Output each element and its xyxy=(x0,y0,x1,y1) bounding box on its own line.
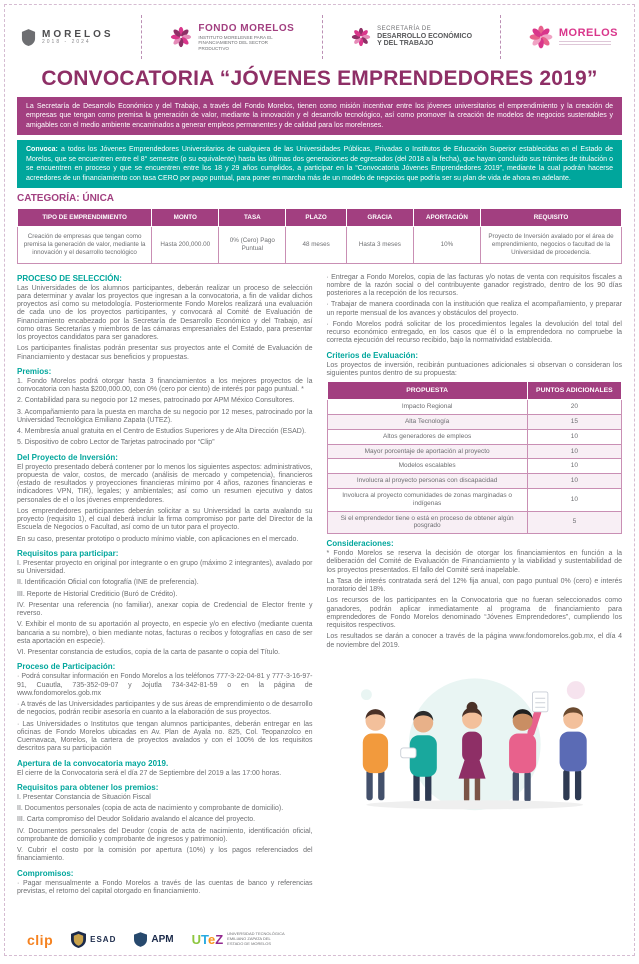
entrepreneurs-illustration xyxy=(327,654,623,817)
cell-monto: Hasta 200,000.00 xyxy=(152,227,219,264)
sedeco-line3: Y DEL TRABAJO xyxy=(377,40,434,48)
morelos-gov-logo xyxy=(21,28,114,47)
criteria-row xyxy=(327,511,622,534)
cell-aportacion: 10% xyxy=(413,227,480,264)
proceso-p2: Los participantes finalistas podrán presentar sus proyectos ante el Comité de Evaluación de Financiamiento y destacar sus beneficios y propuestas. xyxy=(17,345,313,361)
fondo-logo-subtitle: INSTITUTO MORELENSE PARA EL FINANCIAMIENTO DEL SECTOR PRODUCTIVO xyxy=(198,35,273,51)
category-label: CATEGORÍA: ÚNICA xyxy=(17,193,115,205)
premio-item: 1. Fondo Morelos podrá otorgar hasta 3 financiamientos a los mejores proyectos de la convocatoria con hasta $200,000.00, con 0% (cero por ciento) de interés por pago puntual. * xyxy=(17,377,313,394)
criteria-row xyxy=(327,414,622,429)
criteria-label: Mayor porcentaje de aportación al proyecto xyxy=(327,444,527,459)
financing-table xyxy=(17,208,622,264)
criteria-points: 20 xyxy=(527,400,621,415)
proyecto-p3: En su caso, presentar prototipo o producto mínimo viable, con aplicaciones en el mercado. xyxy=(17,535,299,543)
financing-table-row xyxy=(18,227,622,264)
proceso-p1: Las Universidades de los alumnos participantes, deberán realizar un proceso de selección para determinar y avalar los proyectos que ingresan a la convocatoria, a fin de validar dichos proyectos así como su metodología. Posteriormente Fondo Morelos realizará una evaluación de cada uno de los proyectos participantes, y convocará al Comité de Evaluación de Financiamiento encabezado por la Secretaría de Desarrollo Económico y del Trabajo, así como otras Secretarías y miembros de las cámaras empresariales del Estado, para presentar los proyectos candidatos para ser ganadores. xyxy=(17,284,313,342)
utez-letters xyxy=(192,932,224,947)
consideraciones-p1: * Fondo Morelos se reserva la decisión de otorgar los financiamientos en función a la deliberación del Comité de Evaluación de Financiamiento y la viabilidad y sustentabilidad de los proyectos presentados. El fallo del Comité será inapelable. xyxy=(326,550,622,574)
premio-requisito-item: IV. Documentos personales del Deudor (copia de acta de nacimiento, identificación oficial, comprobante de domicilio y comprobante de ingresos y patrimonio). xyxy=(17,827,313,843)
section-title-proyecto-inversion: Del Proyecto de Inversión: xyxy=(17,452,118,462)
consideraciones-p3: Los recursos de los participantes en la Convocatoria que no fueran seleccionados como ganadores, podrán aplicar inmediatamente al programa de financiamiento para emprendedores de Fondo Morelos denominado “Jóvenes Emprendedores”, cumpliendo los requisitos respectivos. xyxy=(326,597,622,630)
criteria-label: Altos generadores de empleos xyxy=(327,429,527,444)
header-separator xyxy=(141,15,142,59)
requisito-item: VI. Presentar constancia de estudios, copia de la carta de pasante o copia del Título. xyxy=(17,649,280,657)
section-title-premios: Premios: xyxy=(17,366,52,376)
gov-logo-title: MORELOS xyxy=(42,28,114,40)
fondo-logo-title: FONDO MORELOS xyxy=(198,23,295,35)
participacion-item: · Podrá consultar información en Fondo Morelos a los teléfonos 777-3-22-04-81 y 777-3-16-97-91, Cuautla, 735-352-09-07 y Jojutla 734-342-81-59 o en la página de www.fondomorelos.gob.mx xyxy=(17,673,313,697)
criteria-points: 5 xyxy=(527,511,621,534)
col-puntos: PUNTOS ADICIONALES xyxy=(527,382,621,400)
premio-item: 4. Membresía anual gratuita en el Centro de Estudios Superiores y de Alta Dirección (ESAD). xyxy=(17,428,307,436)
cell-tipo: Creación de empresas que tengan como premisa la generación de valor, mediante la innovación y el desarrollo tecnológico xyxy=(18,227,152,264)
premio-item: 3. Acompañamiento para la puesta en marcha de su negocio por 12 meses, patrocinado por la Universidad Tecnológica Emiliano Zapata (UTEZ). xyxy=(17,408,313,424)
criteria-row xyxy=(327,474,622,489)
right-column xyxy=(327,269,623,900)
cell-plazo: 48 meses xyxy=(286,227,346,264)
esad-shield-icon xyxy=(71,931,86,948)
premio-requisito-item: II. Documentos personales (copia de acta de nacimiento y comprobante de domicilio). xyxy=(17,805,284,813)
poster-page xyxy=(4,4,635,956)
requisito-item: V. Exhibir el monto de su aportación al proyecto, en especie y/o en efectivo (mediante cuenta bancaria a su nombre), o bien mediante notas, facturas o recibos y fotografías en caso de ser esta aportación en especie). xyxy=(17,621,313,645)
premio-requisito-item: I. Presentar Constancia de Situación Fiscal xyxy=(17,793,151,801)
criteria-table xyxy=(327,381,623,534)
gov-crest-icon xyxy=(21,28,36,47)
gov-logo-years: 2018 - 2024 xyxy=(42,38,91,45)
criteria-label: Alta Tecnología xyxy=(327,414,527,429)
requisito-item: I. Presentar proyecto en original por integrante o en grupo (máximo 2 integrantes), avalado por su Universidad. xyxy=(17,559,313,576)
col-propuesta: PROPUESTA xyxy=(327,382,527,400)
section-title-apertura: Apertura de la convocatoria mayo 2019. xyxy=(17,758,169,768)
criteria-row xyxy=(327,400,622,415)
cell-requisito: Proyecto de Inversión avalado por el área de emprendimiento, negocios o facultad de la Universidad de procedencia. xyxy=(480,227,621,264)
criteria-row xyxy=(327,444,622,459)
section-title-requisitos-participar: Requisitos para participar: xyxy=(17,548,119,558)
content-columns xyxy=(17,269,622,900)
section-title-consideraciones: Consideraciones: xyxy=(326,539,394,549)
fondo-morelos-logo xyxy=(170,23,294,50)
col-requisito: REQUISITO xyxy=(480,209,621,227)
criteria-points: 10 xyxy=(527,459,621,474)
requisito-item: III. Reporte de Historial Crediticio (Buró de Crédito). xyxy=(17,590,178,598)
criteria-points: 15 xyxy=(527,414,621,429)
apm-label: APM xyxy=(151,934,174,945)
criteria-points: 10 xyxy=(527,444,621,459)
flower-icon xyxy=(351,27,371,47)
criteria-row xyxy=(327,488,622,511)
consideraciones-p4: Los resultados se darán a conocer a través de la página www.fondomorelos.gob.mx, el día 4 de noviembre del 2019. xyxy=(326,633,622,649)
section-title-proceso-seleccion: PROCESO DE SELECCIÓN: xyxy=(17,273,122,283)
criteria-header-row xyxy=(327,382,622,400)
compromiso-bullet: · Entregar a Fondo Morelos, copia de las facturas y/o notas de venta con requisitos fiscales a nombre de la razón social o del contribuyente ganador registrado, dentro de los 90 días posteriores a la recepción de los recursos. xyxy=(326,273,622,298)
criteria-points: 10 xyxy=(527,474,621,489)
esad-logo xyxy=(71,931,116,948)
section-title-proceso-participacion: Proceso de Participación: xyxy=(17,662,116,672)
utez-letter-t: T xyxy=(200,932,208,947)
header-separator xyxy=(500,15,501,59)
compromiso-item: · Pagar mensualmente a Fondo Morelos a través de las cuentas de banco y referencias previstas, el retorno del capital otorgado en financiamiento. xyxy=(17,879,313,895)
col-aportacion: APORTACIÓN xyxy=(413,209,480,227)
section-title-requisitos-premios: Requisitos para obtener los premios: xyxy=(17,782,159,792)
proyecto-p1: El proyecto presentado deberá contener por lo menos los siguientes aspectos: administrativos, propuesta de valor, costos, de mercado (análisis de mercado y competencia), financieros (estado de resultados y proyecciones financieras mínimo por 4 años, razones financieras e indicadores VPN, TIR), legales; y ambientales; así como un resumen ejecutivo y datos personales de el o los jóvenes emprendedores. xyxy=(17,463,313,504)
criteria-row xyxy=(327,429,622,444)
criteria-label: Si el emprendedor tiene o está en proceso de obtener algún posgrado xyxy=(327,511,527,534)
col-plazo: PLAZO xyxy=(286,209,346,227)
cell-tasa: 0% (Cero) Pago Puntual xyxy=(219,227,286,264)
proyecto-p2: Los emprendedores participantes deberán solicitar a su Universidad la carta avalando su proyecto (requisito 1), el cual deberá incluir la firma compromiso por parte del Director de la Escuela de Negocios o Facultad, así como de un tutor para el proyecto. xyxy=(17,507,313,532)
criteria-label: Involucra al proyecto comunidades de zonas marginadas o indígenas xyxy=(327,488,527,511)
esad-label: ESAD xyxy=(90,935,117,944)
convoca-text: a todos los Jóvenes Emprendedores Universitarios de cualquiera de las Universidades Públicas, Privadas o Institutos de Educación Superior establecidas en el Estado de Morelos, que se encuentren entre el 8° semestre (o su equivalente) hasta las últimas dos generaciones de egresados (del 2018 a la fecha), que hayan concluido sus trámites de titulación o se encuentren en proceso y que se encuentren entre los 18 y 29 años cumplidos, a participar en la “Convocatoria Jóvenes Emprendedores 2019”, mediante la cual podrán hacerse acreedores de un financiamiento con tasa CERO por pago puntual, para poner en marcha más de un modelo de negocios que podría ser su plan de vida de ahora en adelante. xyxy=(26,146,613,182)
utez-logo xyxy=(192,932,286,947)
col-tasa: TASA xyxy=(219,209,286,227)
premio-requisito-item: III. Carta compromiso del Deudor Solidario avalando el alcance del proyecto. xyxy=(17,816,256,824)
page-title: CONVOCATORIA “JÓVENES EMPRENDEDORES 2019” xyxy=(41,67,598,90)
utez-letter-z: Z xyxy=(215,932,224,947)
header xyxy=(17,11,622,65)
premio-item: 2. Contabilidad para su negocio por 12 meses, patrocinado por APM México Consultores. xyxy=(17,397,295,405)
consideraciones-p2: La Tasa de interés contratada será del 12% fija anual, con pago puntual 0% (cero) e interés moratorio del 18%. xyxy=(326,577,622,594)
clip-logo: clip xyxy=(27,931,54,948)
sedeco-line1: SECRETARÍA DE xyxy=(377,26,432,33)
header-separator xyxy=(322,15,323,59)
premio-item: 5. Dispositivo de cobro Lector de Tarjetas patrocinado por “Clip” xyxy=(17,439,215,447)
morelos-brand-logo xyxy=(529,25,618,49)
morelos-brand-caption xyxy=(559,41,611,47)
utez-letter-e: e xyxy=(207,932,216,947)
flower-icon xyxy=(170,26,192,48)
apertura-p1: El cierre de la Convocatoria será el día 27 de Septiembre del 2019 a las 17:00 horas. xyxy=(17,769,282,777)
section-title-compromisos: Compromisos: xyxy=(17,868,74,878)
intro-band: La Secretaría de Desarrollo Económico y del Trabajo, a través del Fondo Morelos, tienen como misión incentivar entre los jóvenes universitarios el emprendimiento y la creación de empresas que tengan como premisa la generación de valor, mediante la innovación y el desarrollo tecnológico, así como promover la creación de modelos de negocios sustentables y amigables con el medio ambiente encaminados a generar empleos permanentes y de calidad para los morelenses. xyxy=(17,97,622,135)
criteria-points: 10 xyxy=(527,488,621,511)
convoca-band xyxy=(17,140,622,188)
requisito-item: II. Identificación Oficial con fotografía (INE de preferencia). xyxy=(17,579,199,587)
requisito-item: IV. Presentar una referencia (no familiar), anexar copia de Credencial de Elector frente y reverso. xyxy=(17,601,313,618)
apm-logo xyxy=(134,932,173,947)
left-column xyxy=(17,269,313,900)
flower-icon xyxy=(529,25,553,49)
compromiso-bullet: · Trabajar de manera coordinada con la institución que realiza el acompañamiento, y preparar un reporte mensual de los avances y obstáculos del proyecto. xyxy=(326,301,622,317)
criteria-label: Modelos escalables xyxy=(327,459,527,474)
apm-shield-icon xyxy=(134,932,147,947)
participacion-item: · A través de las Universidades participantes y de sus áreas de emprendimiento o de desarrollo de negocios, podrán recibir asesoría en cuanto a la elaboración de sus proyectos. xyxy=(17,701,313,717)
compromiso-bullet: · Fondo Morelos podrá solicitar de los procedimientos legales la devolución del total del recurso económico entregado, en los casos que él o la emprendedora no compruebe la correcta ejecución del recurso recibido, bajo la normatividad establecida. xyxy=(326,320,622,345)
premio-requisito-item: V. Cubrir el costo por la comisión por apertura (10%) y los pagos referenciados del financiamiento. xyxy=(17,847,313,863)
participacion-item: · Las Universidades o Institutos que tengan alumnos participantes, deberán entregar en las oficinas de Fondo Morelos ubicadas en Av. Plan de Ayala no. 825, Col. Teopanzolco en Cuernavaca, Morelos, la cartera de proyectos avalados y con el 100% de los requisitos descritos para su participación xyxy=(17,720,313,753)
convoca-label: Convoca: xyxy=(26,146,58,154)
section-title-criterios: Criterios de Evaluación: xyxy=(326,350,419,360)
sponsor-logos xyxy=(27,931,285,948)
criteria-row xyxy=(327,459,622,474)
criteria-label: Involucra al proyecto personas con discapacidad xyxy=(327,474,527,489)
financing-table-header-row xyxy=(18,209,622,227)
utez-letter-u: U xyxy=(191,932,201,947)
sedeco-logo xyxy=(351,26,472,48)
col-tipo: TIPO DE EMPRENDIMIENTO xyxy=(18,209,152,227)
criteria-label: Impacto Regional xyxy=(327,400,527,415)
criteria-points: 10 xyxy=(527,429,621,444)
sedeco-line2: DESARROLLO ECONÓMICO xyxy=(377,32,473,40)
morelos-brand-title: MORELOS xyxy=(558,26,618,39)
cell-gracia: Hasta 3 meses xyxy=(346,227,413,264)
col-monto: MONTO xyxy=(152,209,219,227)
col-gracia: GRACIA xyxy=(346,209,413,227)
criterios-intro: Los proyectos de inversión, recibirán puntuaciones adicionales si observan o consideran los siguientes puntos dentro de su propuesta: xyxy=(326,361,622,377)
utez-caption: UNIVERSIDAD TECNOLÓGICA EMILIANO ZAPATA DEL ESTADO DE MORELOS xyxy=(227,931,285,946)
